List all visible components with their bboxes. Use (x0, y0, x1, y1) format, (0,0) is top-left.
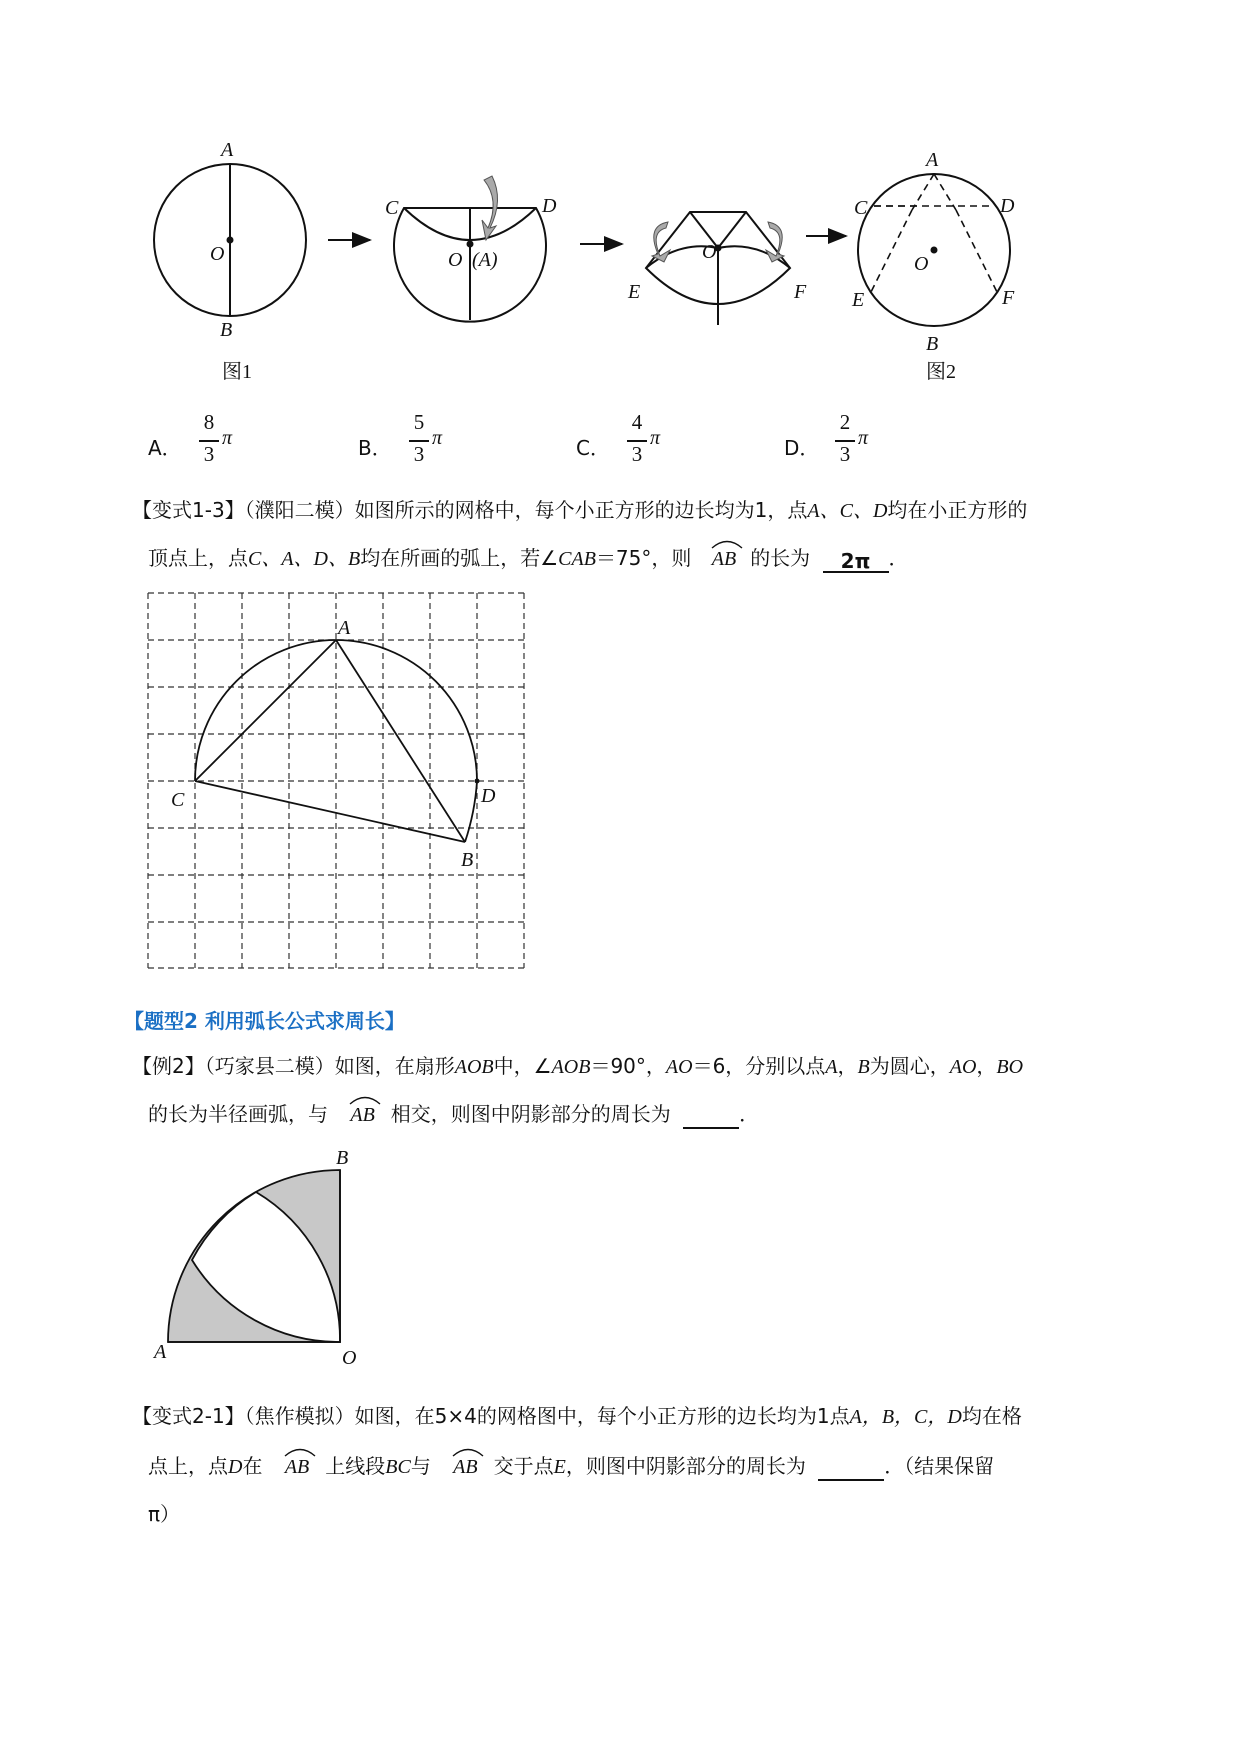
segment-ab (336, 640, 465, 842)
ex2-source: （巧家县二模） (204, 1054, 335, 1078)
q13-line1 (132, 496, 1027, 525)
arc-symbol-icon (451, 1447, 485, 1457)
dashed-grid (148, 593, 524, 968)
option-d[interactable] (784, 434, 819, 462)
right-diag-3 (718, 212, 746, 248)
ex2-text1e: 为圆心， (869, 1054, 950, 1078)
option-b-den: 3 (413, 442, 425, 466)
option-c-num: 4 (631, 410, 643, 434)
q13-points2: C、A、D、B (248, 548, 361, 570)
segment-ca (195, 640, 336, 781)
label-a4: A (926, 149, 939, 171)
option-a[interactable] (148, 434, 182, 462)
q21-text1b: 均在格 (961, 1404, 1022, 1428)
label-o1: O (210, 243, 225, 265)
ex2-text1b: 中，∠ (493, 1054, 552, 1078)
caption-fig1: 图1 (222, 361, 252, 383)
label-e3: E (628, 281, 641, 303)
option-b[interactable] (358, 434, 392, 462)
q13-tag: 【变式1-3】 (132, 498, 245, 522)
q21-text2d: 与 (410, 1454, 431, 1478)
center-dot-o (227, 237, 234, 244)
ex2-b: B (857, 1056, 870, 1078)
grid-label-c: C (171, 789, 185, 811)
dash-a-right (934, 174, 956, 210)
option-b-num: 5 (413, 410, 425, 434)
label-d4: D (1000, 195, 1015, 217)
q21-text2g: ．（结果保留 (884, 1454, 995, 1478)
ex2-text2a: 的长为半径画弧，与 (148, 1102, 328, 1126)
option-d-pi: π (858, 427, 869, 449)
label-f4: F (1002, 287, 1015, 309)
q21-source: （焦作模拟） (244, 1404, 355, 1428)
grid-label-d: D (481, 785, 496, 807)
option-letter: D． (784, 436, 820, 460)
q21-text1a: 如图，在5×4的网格图中，每个小正方形的边长均为1点 (354, 1404, 850, 1428)
point-d (475, 779, 480, 784)
q21-answer-blank[interactable] (818, 1455, 884, 1481)
q13-line2 (148, 544, 909, 573)
q13-text1: 如图所示的网格中，每个小正方形的边长均为1，点 (354, 498, 808, 522)
ex2-text1c: ＝90°， (590, 1054, 666, 1078)
ex2-text1a: 如图，在扇形 (334, 1054, 455, 1078)
ex2-aob: AOB (454, 1056, 494, 1078)
ex2-ao: AO (665, 1056, 693, 1078)
sector-label-b: B (336, 1148, 349, 1169)
option-letter: A． (148, 436, 182, 460)
q13-angle: CAB (558, 548, 596, 570)
arc-symbol-icon (283, 1447, 317, 1457)
ex2-ao2: AO (949, 1056, 977, 1078)
q21-arc-ab-2 (453, 1453, 477, 1481)
q13-answer-blank[interactable] (823, 547, 889, 573)
label-e4: E (852, 289, 865, 311)
section2-title: 【题型2 利用弧长公式求周长】 (124, 1009, 405, 1033)
dash-right-f (956, 210, 998, 294)
q13-arc-ab (712, 545, 736, 573)
dash-a-left (912, 174, 934, 210)
center-dot-circle-2 (931, 247, 938, 254)
ex2-comma2: ， (976, 1054, 997, 1078)
option-a-pi: π (222, 427, 233, 449)
label-c2: C (385, 197, 399, 219)
q21-tag: 【变式2-1】 (132, 1404, 245, 1428)
ex2-answer-blank[interactable] (683, 1103, 739, 1129)
label-b1: B (220, 319, 233, 341)
ex2-comma1: ， (837, 1054, 858, 1078)
label-f3: F (794, 281, 807, 303)
label-o3: O (702, 241, 717, 263)
option-d-den: 3 (839, 442, 851, 466)
ex2-bo: BO (996, 1056, 1024, 1078)
q21-line2 (148, 1452, 994, 1481)
option-a-den: 3 (203, 442, 215, 466)
option-letter: B． (358, 436, 392, 460)
label-a1: A (221, 139, 234, 161)
option-c[interactable] (576, 434, 610, 462)
ex2-end: ． (739, 1102, 760, 1126)
q21-text2b: 在 (242, 1454, 263, 1478)
ex2-tag: 【例2】 (132, 1054, 205, 1078)
center-dot-2 (467, 241, 474, 248)
q21-text2c: 上线段 (325, 1454, 386, 1478)
q13-end: ． (888, 546, 909, 570)
q13-text1b: 均在小正方形的 (887, 498, 1028, 522)
arc-symbol-icon (348, 1095, 382, 1105)
label-c4: C (854, 197, 868, 219)
q13-text2b: 均在所画的弧上，若∠ (360, 546, 559, 570)
option-c-den: 3 (631, 442, 643, 466)
arc-symbol-icon (710, 539, 744, 549)
arc-cad (195, 640, 477, 781)
caption-fig2: 图2 (926, 361, 956, 383)
ex2-arc-text: AB (350, 1104, 375, 1126)
ex2-aob2: AOB (551, 1056, 591, 1078)
grid-label-b: B (461, 849, 474, 871)
option-letter: C． (576, 436, 610, 460)
q21-arc-text-1: AB (284, 1456, 310, 1478)
q21-text2e: 交于点 (493, 1454, 554, 1478)
q13-text2c: ＝75°，则 (595, 546, 692, 570)
q21-e: E (553, 1456, 566, 1478)
grid-figure-q13 (145, 590, 535, 980)
option-d-num: 2 (839, 410, 851, 434)
sector-label-o: O (342, 1347, 357, 1368)
ex2-line1 (132, 1052, 1023, 1081)
q21-line1 (132, 1402, 1022, 1431)
option-a-num: 8 (203, 410, 215, 434)
q21-d: D (228, 1456, 243, 1478)
ex2-text2b: 相交，则图中阴影部分的周长为 (390, 1102, 671, 1126)
q21-points: A，B，C，D (849, 1406, 962, 1428)
q21-line3: π） (148, 1502, 181, 1526)
q13-text2a: 顶点上，点 (148, 546, 248, 570)
segment-cb (195, 781, 465, 842)
label-o2: O (448, 249, 463, 271)
q13-arc-text: AB (711, 548, 737, 570)
arc-db (465, 781, 477, 842)
label-a-paren: (A) (472, 249, 498, 271)
sector-figure-ex2 (148, 1148, 378, 1368)
q13-points1: A、C、D (807, 500, 888, 522)
q21-bc: BC (385, 1456, 411, 1478)
grid-label-a: A (338, 617, 351, 639)
sector-label-a: A (154, 1341, 167, 1363)
folding-figure (0, 130, 1240, 390)
q21-arc-text-2: AB (453, 1456, 478, 1478)
ex2-a: A (825, 1056, 838, 1078)
q21-text2a: 点上，点 (148, 1454, 228, 1478)
ex2-line2 (148, 1100, 759, 1129)
label-d2: D (542, 195, 557, 217)
q13-text2d: 的长为 (750, 546, 811, 570)
label-b4: B (926, 333, 939, 355)
option-b-pi: π (432, 427, 443, 449)
option-c-pi: π (650, 427, 661, 449)
ex2-text1d: ＝6，分别以点 (692, 1054, 826, 1078)
q21-arc-ab-1 (285, 1453, 309, 1481)
q13-source: （濮阳二模） (244, 498, 355, 522)
dash-left-e (870, 210, 912, 294)
q13-answer: 2π (840, 549, 871, 573)
q21-text2f: ，则图中阴影部分的周长为 (565, 1454, 806, 1478)
label-o4: O (914, 253, 929, 275)
ex2-arc-ab (350, 1101, 374, 1129)
